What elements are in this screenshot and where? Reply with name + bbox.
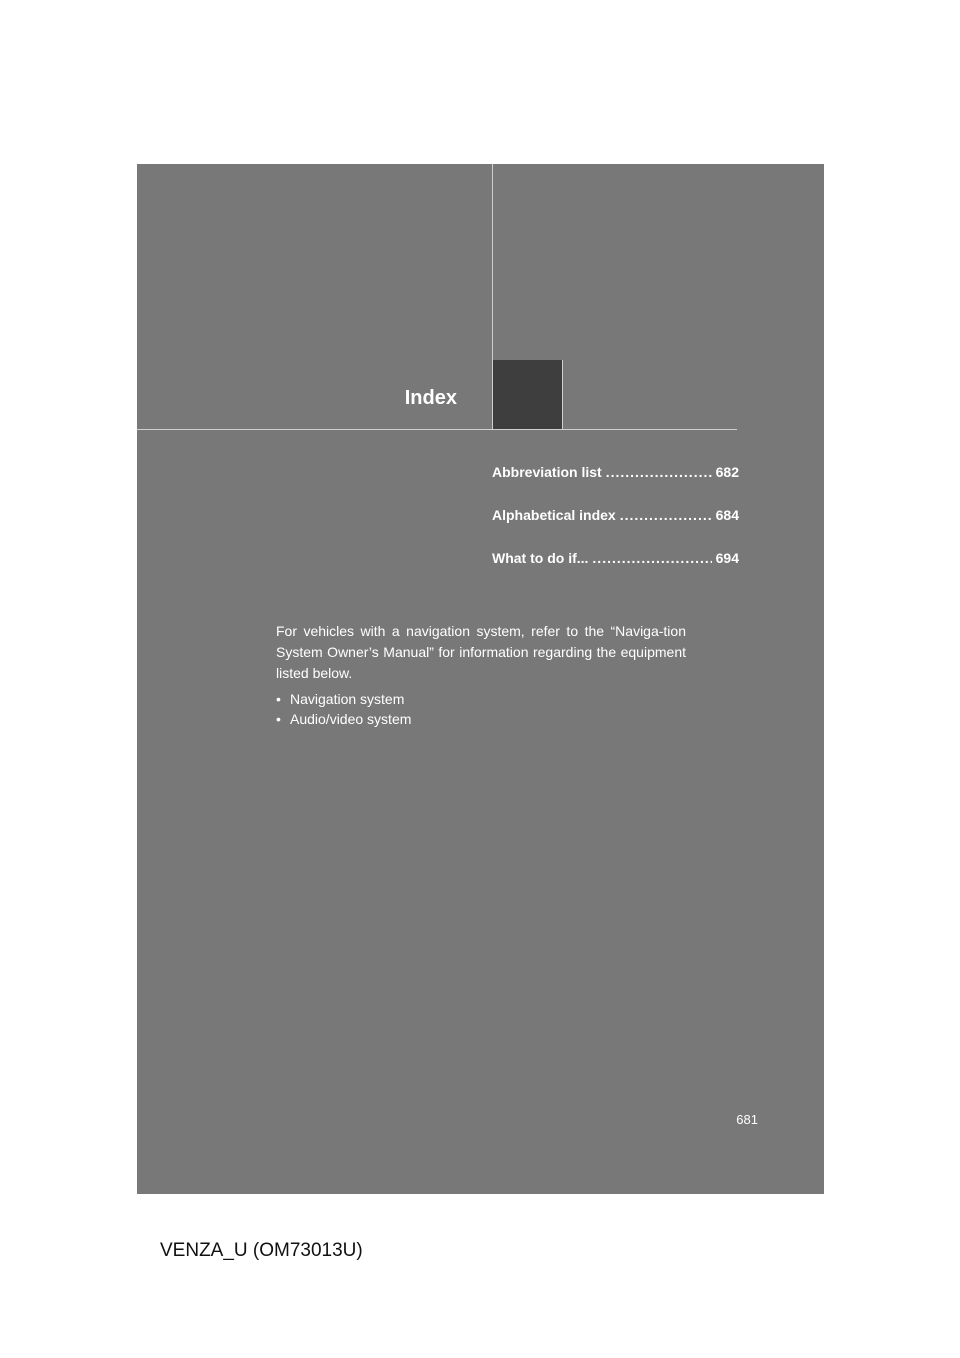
navigation-note: For vehicles with a navigation system, refer to the “Naviga-tion System Owner’s Manual” for information regarding the equipment listed below. xyxy=(276,623,686,681)
horizontal-rule xyxy=(137,429,737,430)
toc-entry-label: Abbreviation list xyxy=(492,464,602,480)
toc-leader-dots xyxy=(620,507,712,523)
page-number: 681 xyxy=(736,1112,758,1127)
list-item xyxy=(276,709,576,729)
section-tab xyxy=(493,360,562,429)
list-item xyxy=(276,689,576,709)
toc-entry-what-to-do-if[interactable] xyxy=(492,550,739,572)
toc-entry-label: Alphabetical index xyxy=(492,507,616,523)
toc-leader-dots xyxy=(606,464,712,480)
bullet-icon: • xyxy=(276,711,281,727)
equipment-item: Navigation system xyxy=(290,691,405,707)
equipment-list xyxy=(276,689,576,729)
equipment-item: Audio/video system xyxy=(290,711,412,727)
section-tab-edge xyxy=(562,360,563,429)
document-footer: VENZA_U (OM73013U) xyxy=(160,1240,363,1261)
section-title: Index xyxy=(404,387,457,409)
index-page-panel xyxy=(137,164,824,1194)
table-of-contents xyxy=(492,464,739,593)
toc-leader-dots xyxy=(592,550,711,566)
toc-entry-label: What to do if... xyxy=(492,550,589,566)
toc-entry-page: 682 xyxy=(715,464,739,480)
bullet-icon: • xyxy=(276,691,281,707)
toc-entry-page: 684 xyxy=(715,507,739,523)
toc-entry-abbreviation-list[interactable] xyxy=(492,464,739,486)
toc-entry-alphabetical-index[interactable] xyxy=(492,507,739,529)
toc-entry-page: 694 xyxy=(715,550,739,566)
